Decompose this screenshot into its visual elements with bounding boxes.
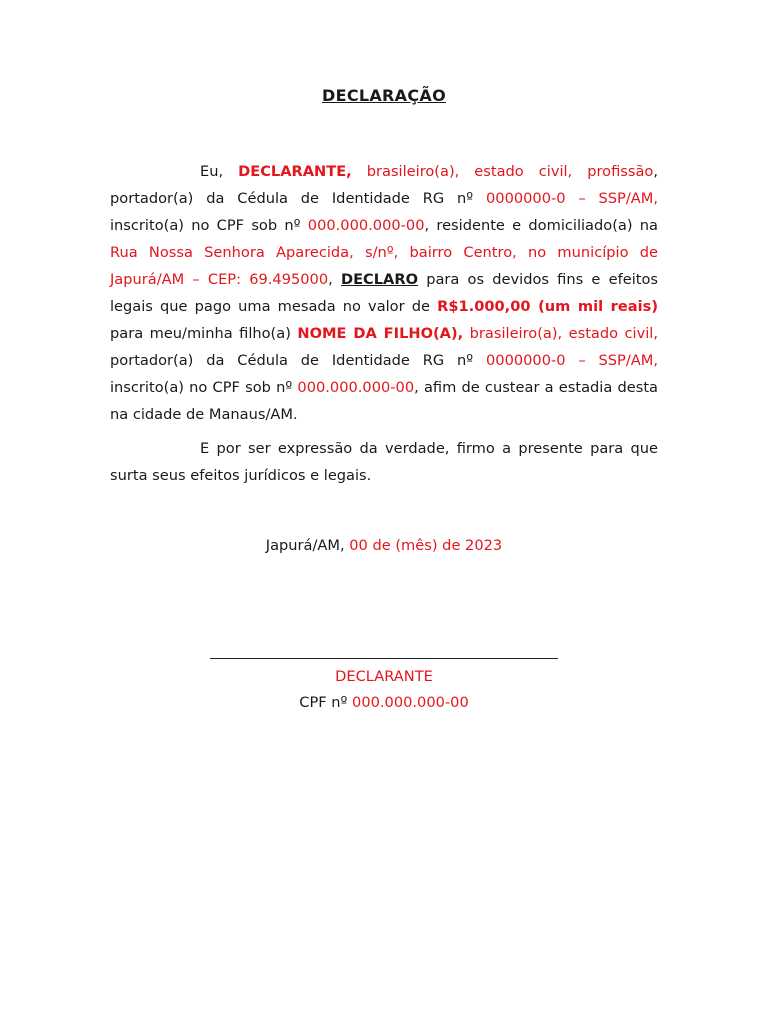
declaro-word: DECLARO [340, 271, 418, 288]
signature-name: DECLARANTE [335, 668, 433, 685]
text-segment: Eu, [200, 163, 239, 180]
text-segment: , portador(a) da Cédula de Identidade RG nº [110, 163, 658, 207]
declarant-name: DECLARANTE, [238, 163, 352, 180]
declarant-address: Rua Nossa Senhora Aparecida, s/nº, bairro Centro, no município de Japurá/AM – CEP: 69.495000 [110, 244, 658, 288]
place-text: Japurá/AM, [265, 537, 350, 554]
text-segment: portador(a) da Cédula de Identidade RG nº [110, 352, 486, 369]
declarant-cpf: 000.000.000-00 [307, 217, 425, 234]
cpf-value: 000.000.000-00 [352, 694, 469, 711]
text-segment: , residente e domiciliado(a) na [424, 217, 658, 234]
text-segment: para os devidos fins e efeitos legais que pago uma mesada no valor de [110, 271, 658, 315]
allowance-amount: R$1.000,00 (um mil reais) [437, 298, 658, 315]
child-cpf: 000.000.000-00 [297, 379, 415, 396]
signature-cpf [0, 694, 768, 711]
child-name: NOME DA FILHO(A), [297, 325, 464, 342]
place-date-line [0, 537, 768, 554]
child-info: brasileiro(a), estado civil, [463, 325, 658, 342]
signature-line [210, 658, 558, 659]
document-title: DECLARAÇÃO [322, 86, 446, 105]
text-segment: para meu/minha filho(a) [110, 325, 298, 342]
child-rg: 0000000-0 – SSP/AM, [486, 352, 658, 369]
text-segment: inscrito(a) no CPF sob nº [110, 379, 298, 396]
cpf-label: CPF nº [299, 694, 353, 711]
text-segment: , [328, 271, 341, 288]
text-segment: inscrito(a) no CPF sob nº [110, 217, 308, 234]
declarant-info: brasileiro(a), estado civil, profissão [351, 163, 654, 180]
declarant-rg: 0000000-0 – SSP/AM, [486, 190, 658, 207]
text-segment: , afim de custear a estadia desta na cidade de Manaus/AM. [110, 379, 658, 423]
closing-paragraph [110, 435, 658, 489]
declaration-paragraph [110, 158, 658, 428]
date-text: 00 de (mês) de 2023 [349, 537, 503, 554]
closing-text: E por ser expressão da verdade, firmo a presente para que surta seus efeitos jurídicos e legais. [110, 440, 658, 484]
